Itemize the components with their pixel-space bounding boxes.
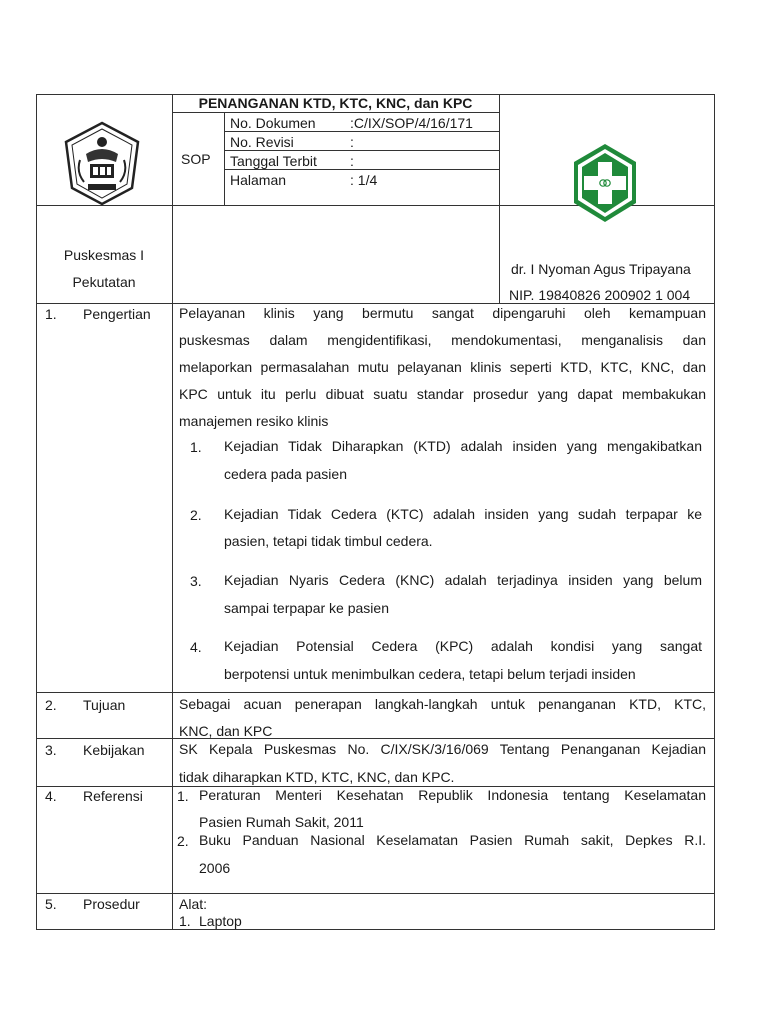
table-border-left [36, 94, 37, 930]
doc-field-value-tanggal-terbit: : [350, 153, 354, 169]
document-title: PENANGANAN KTD, KTC, KNC, dan KPC [198, 95, 473, 111]
doc-field-value-no-dokumen: :C/IX/SOP/4/16/171 [350, 115, 473, 131]
doc-field-value-halaman: : 1/4 [350, 172, 378, 188]
signer-nip: NIP. 19840826 200902 1 004 [509, 287, 691, 303]
definition-item-text: pasien, tetapi tidak timbul cedera. [224, 533, 433, 549]
section-number: 5. [45, 896, 57, 912]
reference-item-number: 2. [177, 833, 189, 849]
table-border-right [714, 94, 715, 930]
definition-item-text: Kejadian Nyaris Cedera (KNC) adalah terjadinya insiden yang belum [224, 572, 702, 588]
sop-divider [224, 112, 225, 206]
reference-item-number: 1. [177, 788, 189, 804]
definition-item-text: sampai terpapar ke pasien [224, 600, 389, 616]
prosedur-item-number: 1. [179, 913, 191, 929]
doc-field-label-tanggal-terbit: Tanggal Terbit [230, 153, 317, 169]
prosedur-subheading: Alat: [179, 896, 208, 912]
reference-item-text: Pasien Rumah Sakit, 2011 [199, 814, 364, 830]
definition-item-number: 1. [190, 439, 202, 455]
section-title-tujuan: Tujuan [83, 697, 126, 713]
column-divider [172, 94, 173, 930]
row-divider-2 [36, 738, 715, 739]
definition-item-number: 3. [190, 573, 202, 589]
definition-item-text: cedera pada pasien [224, 466, 347, 482]
org-name-line1: Puskesmas I [63, 247, 145, 263]
kebijakan-text: SK Kepala Puskesmas No. C/IX/SK/3/16/069 Tentang Penanganan Kejadian [179, 741, 706, 757]
definition-item-text: Kejadian Potensial Cedera (KPC) adalah kondisi yang sangat [224, 638, 702, 654]
definition-item-text: Kejadian Tidak Cedera (KTC) adalah insiden yang sudah terpapar ke [224, 506, 702, 522]
tujuan-text: Sebagai acuan penerapan langkah-langkah untuk penanganan KTD, KTC, [179, 696, 706, 712]
row-divider-1 [36, 692, 715, 693]
doc-field-label-no-dokumen: No. Dokumen [230, 115, 316, 131]
section-number: 1. [45, 306, 57, 322]
definition-item-text: berpotensi untuk menimbulkan cedera, tetapi belum terjadi insiden [224, 666, 636, 682]
reference-item-text: 2006 [199, 860, 231, 876]
doc-field-label-halaman: Halaman [230, 172, 287, 188]
signer-name: dr. I Nyoman Agus Tripayana [511, 261, 691, 277]
kebijakan-text: tidak diharapkan KTD, KTC, KNC, dan KPC. [179, 769, 455, 785]
section-title-prosedur: Prosedur [83, 896, 140, 912]
title-bottom-line [172, 112, 499, 113]
section-number: 2. [45, 697, 57, 713]
pengertian-line: KPC untuk itu perlu dibuat suatu standar prosedur yang dapat membakukan [179, 386, 706, 402]
definition-item-number: 4. [190, 639, 202, 655]
header-right-divider [499, 94, 500, 304]
pengertian-line: melaporkan permasalahan mutu pelayanan klinis seperti KTD, KTC, KNC, dan [179, 359, 706, 375]
table-border-bottom [36, 929, 715, 930]
doc-field-value-no-revisi: : [350, 134, 354, 150]
tujuan-text: KNC, dan KPC [179, 723, 273, 739]
section-number: 4. [45, 788, 57, 804]
pengertian-line: puskesmas dalam mengidentifikasi, mendokumentasi, menganalisis dan [179, 332, 706, 348]
section-title-kebijakan: Kebijakan [83, 742, 145, 758]
definition-item-number: 2. [190, 507, 202, 523]
section-title-referensi: Referensi [83, 788, 143, 804]
definition-item-text: Kejadian Tidak Diharapkan (KTD) adalah insiden yang mengakibatkan [224, 438, 702, 454]
org-name-line2: Pekutatan [72, 274, 136, 290]
pengertian-line: Pelayanan klinis yang bermutu sangat dipengaruhi oleh kemampuan [179, 305, 706, 321]
prosedur-item-text: Laptop [199, 913, 242, 929]
pengertian-line: manajemen resiko klinis [179, 413, 329, 429]
section-number: 3. [45, 742, 57, 758]
reference-item-text: Buku Panduan Nasional Keselamatan Pasien Rumah sakit, Depkes R.I. [199, 832, 706, 848]
section-title-pengertian: Pengertian [83, 306, 151, 322]
sop-label: SOP [181, 151, 211, 167]
reference-item-text: Peraturan Menteri Kesehatan Republik Indonesia tentang Keselamatan [199, 787, 706, 803]
puskesmas-logo [571, 142, 639, 224]
doc-field-label-no-revisi: No. Revisi [230, 134, 294, 150]
regency-emblem-logo [60, 120, 145, 208]
row-divider-4 [36, 893, 715, 894]
